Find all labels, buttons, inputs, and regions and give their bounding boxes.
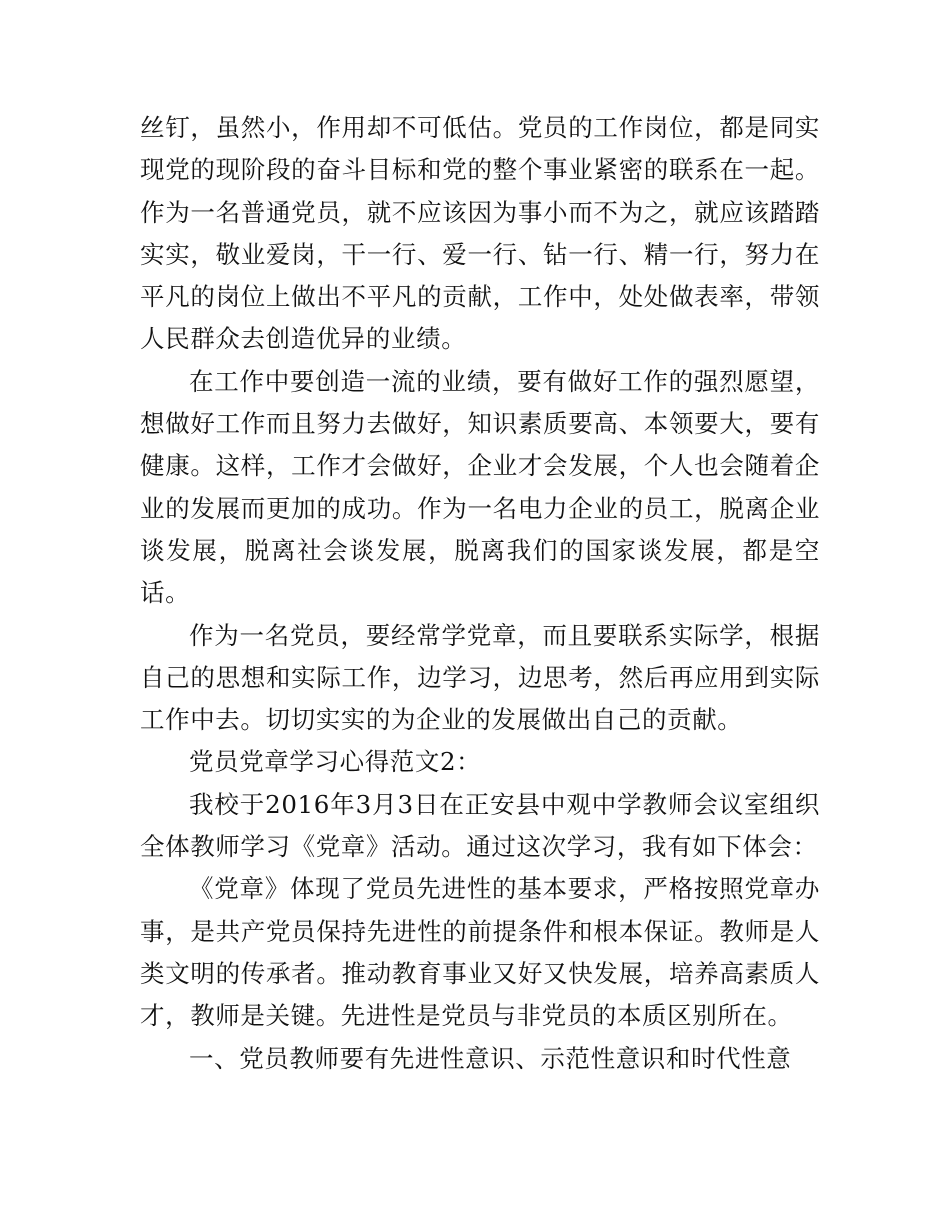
paragraph-2: 在工作中要创造一流的业绩，要有做好工作的强烈愿望，想做好工作而且努力去做好，知识素质要高、本领要大，要有健康。这样，工作才会做好，企业才会发展，个人也会随着企业的发展而更加的成功。作为一名电力企业的员工，脱离企业谈发展，脱离社会谈发展，脱离我们的国家谈发展，都是空话。 <box>140 366 820 608</box>
section-heading: 党员党章学习心得范文2： <box>189 747 482 777</box>
document-body <box>140 107 820 1080</box>
paragraph-5: 《党章》体现了党员先进性的基本要求，严格按照党章办事，是共产党员保持先进性的前提条件和根本保证。教师是人类文明的传承者。推动教育事业又好又快发展，培养高素质人才，教师是关键。先进性是党员与非党员的本质区别所在。 <box>140 874 820 1031</box>
paragraph-4: 我校于2016年3月3日在正安县中观中学教师会议室组织全体教师学习《党章》活动。通过这次学习，我有如下体会： <box>140 789 820 862</box>
paragraph-6: 一、党员教师要有先进性意识、示范性意识和时代性意 <box>189 1043 792 1073</box>
paragraph-3: 作为一名党员，要经常学党章，而且要联系实际学，根据自己的思想和实际工作，边学习，边思考，然后再应用到实际工作中去。切切实实的为企业的发展做出自己的贡献。 <box>140 620 820 735</box>
paragraph-1: 丝钉，虽然小，作用却不可低估。党员的工作岗位，都是同实现党的现阶段的奋斗目标和党的整个事业紧密的联系在一起。作为一名普通党员，就不应该因为事小而不为之，就应该踏踏实实，敬业爱岗，干一行、爱一行、钻一行、精一行，努力在平凡的岗位上做出不平凡的贡献，工作中，处处做表率，带领人民群众去创造优异的业绩。 <box>140 113 820 354</box>
